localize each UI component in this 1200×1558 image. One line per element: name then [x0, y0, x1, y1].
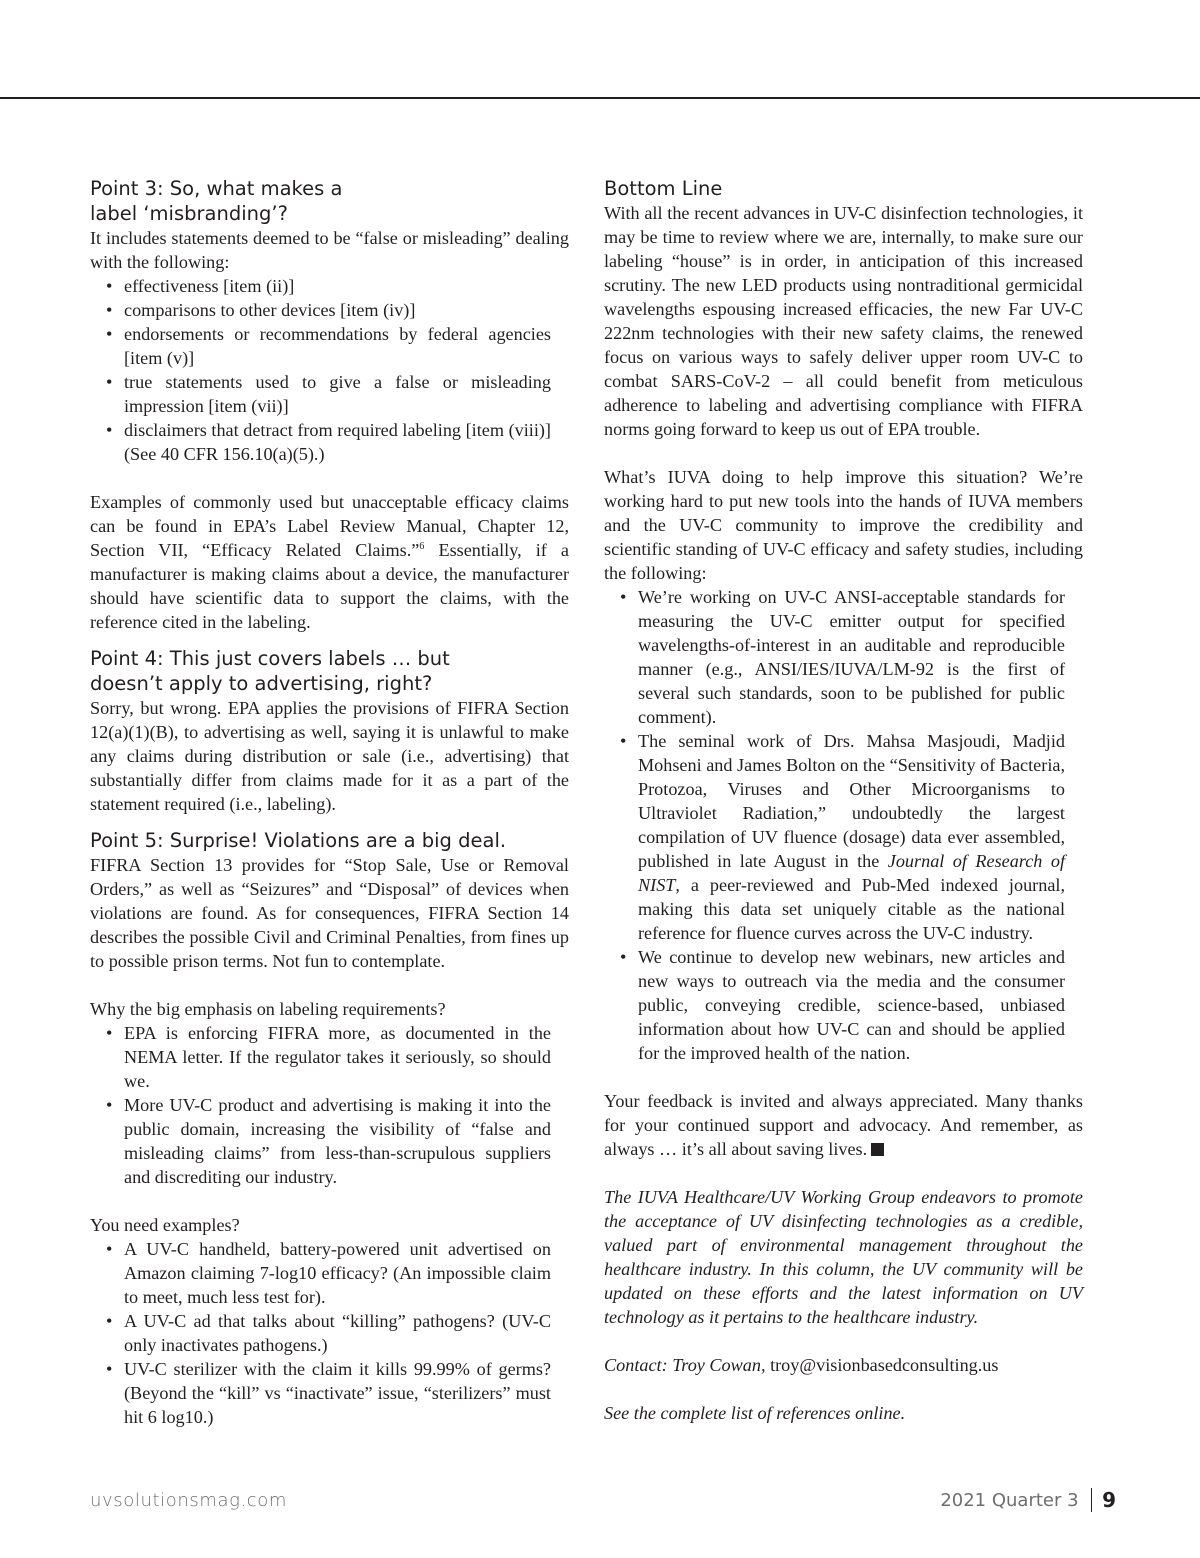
list-item-text: A UV-C handheld, battery-powered unit advertised on Amazon claiming 7-log10 efficacy? (An impossible claim to meet, much less test for).	[124, 1239, 551, 1307]
bottom-line-heading: Bottom Line	[604, 177, 723, 200]
list-item-text: effectiveness [item (ii)]	[124, 276, 295, 296]
bullet-icon: •	[106, 324, 113, 344]
list-item	[106, 370, 551, 418]
point4-heading-line2: doesn’t apply to advertising, right?	[90, 672, 433, 695]
bullet-icon: •	[620, 587, 627, 607]
list-item	[620, 945, 1065, 1065]
list-item-text: endorsements or recommendations by federal agencies [item (v)]	[124, 324, 551, 368]
list-item	[106, 1357, 551, 1429]
contact-line	[604, 1353, 1083, 1377]
bullet-icon: •	[106, 1023, 113, 1043]
page-number: 9	[1102, 1488, 1116, 1512]
references-note: See the complete list of references online.	[604, 1403, 906, 1423]
examples-list	[90, 1237, 569, 1429]
list-item-text: disclaimers that detract from required labeling [item (viii)] (See 40 CFR 156.10(a)(5).)	[124, 420, 551, 464]
list-item-text: EPA is enforcing FIFRA more, as documented in the NEMA letter. If the regulator takes it seriously, so should we.	[124, 1023, 551, 1091]
issue-label: 2021 Quarter 3	[940, 1489, 1079, 1511]
examples-intro: You need examples?	[90, 1215, 240, 1235]
point5-paragraph: FIFRA Section 13 provides for “Stop Sale, Use or Removal Orders,” as well as “Seizures” and “Disposal” of devices when violations are found. As for consequences, FIFRA Section 14 describes the possible Civil and Criminal Penalties, from fines up to possible prison terms. Not fun to contemplate.	[90, 855, 569, 971]
point3-heading-line2: label ‘misbranding’?	[90, 202, 288, 225]
list-item	[620, 729, 1065, 945]
list-item	[106, 1093, 551, 1189]
list-item	[106, 298, 551, 322]
examples-text-a: Examples of commonly used but unacceptable efficacy claims can be found in EPA’s Label Review Manual, Chapter 12, Section VII, “Efficacy Related Claims.”	[90, 492, 569, 560]
bottom-line-paragraph: With all the recent advances in UV-C disinfection technologies, it may be time to review where we are, internally, to make sure our labeling “house” is in order, in anticipation of this increased scrutiny. The new LED products using nontraditional germicidal wavelengths espousing increased efficacies, the new Far UV-C 222nm technologies with their new safety claims, the renewed focus on various ways to safely deliver upper room UV-C to combat SARS-CoV-2 – all could benefit from meticulous adherence to labeling and advertising compliance with FIFRA norms going forward to keep us out of EPA trouble.	[604, 203, 1083, 439]
iuva-intro: What’s IUVA doing to help improve this situation? We’re working hard to put new tools into the hands of IUVA members and the UV-C community to improve the credibility and scientific standing of UV-C efficacy and safety studies, including the following:	[604, 467, 1083, 583]
why-list	[90, 1021, 569, 1189]
point3-heading-line1: Point 3: So, what makes a	[90, 177, 343, 200]
list-item	[106, 1021, 551, 1093]
examples-text-b: Essentially, if a manufacturer is making claims about a device, the manufacturer should have scientific data to support the claims, with the reference cited in the labeling.	[90, 540, 569, 632]
footer-separator	[1091, 1488, 1093, 1512]
iuva-list	[604, 585, 1083, 1065]
bullet-icon: •	[106, 1095, 113, 1115]
bullet-icon: •	[106, 1239, 113, 1259]
journal-title: Journal of Research of NIST	[638, 851, 1065, 895]
contact-label: Contact: Troy Cowan,	[604, 1355, 766, 1375]
list-item-text: The seminal work of Drs. Mahsa Masjoudi, Madjid Mohseni and James Bolton on the “Sensitivity of Bacteria, Protozoa, Viruses and Other Microorganisms to Ultraviolet Radiation,” undoubtedly the largest compilation of UV fluence (dosage) data ever assembled, published in late August in the	[638, 731, 1065, 871]
right-column	[604, 176, 1083, 1425]
bullet-icon: •	[106, 1311, 113, 1331]
point3-list	[90, 274, 569, 466]
list-item-text: We’re working on UV-C ANSI-acceptable standards for measuring the UV-C emitter output for specified wavelengths-of-interest in an auditable and reproducible manner (e.g., ANSI/IES/IUVA/LM-92 is the first of several such standards, soon to be published for public comment).	[638, 587, 1065, 727]
list-item-text: true statements used to give a false or misleading impression [item (vii)]	[124, 372, 551, 416]
point4-heading-line1: Point 4: This just covers labels … but	[90, 647, 450, 670]
list-item	[106, 418, 551, 466]
list-item-text: , a peer-reviewed and Pub-Med indexed journal, making this data set uniquely citable as the national reference for fluence curves across the UV-C industry.	[638, 875, 1065, 943]
point3-heading	[90, 176, 569, 226]
list-item-text: comparisons to other devices [item (iv)]	[124, 300, 416, 320]
end-mark-icon	[871, 1143, 884, 1156]
list-item-text: UV-C sterilizer with the claim it kills 99.99% of germs? (Beyond the “kill” vs “inactivate” issue, “sterilizers” must hit 6 log10.)	[124, 1359, 551, 1427]
point4-heading	[90, 646, 569, 696]
left-column	[90, 176, 569, 1429]
footnote-ref: 6	[419, 540, 425, 552]
list-item	[106, 1309, 551, 1357]
feedback-paragraph	[604, 1089, 1083, 1161]
point4-paragraph: Sorry, but wrong. EPA applies the provisions of FIFRA Section 12(a)(1)(B), to advertising as well, saying it is unlawful to make any claims during distribution or sale (i.e., advertising) that substantially differ from claims made for it as a part of the statement required (i.e., labeling).	[90, 698, 569, 814]
bullet-icon: •	[106, 420, 113, 440]
bullet-icon: •	[620, 947, 627, 967]
examples-paragraph	[90, 490, 569, 634]
footer-website: uvsolutionsmag.com	[90, 1490, 288, 1511]
bullet-icon: •	[106, 276, 113, 296]
top-rule	[0, 97, 1200, 99]
list-item	[106, 274, 551, 298]
list-item-text: We continue to develop new webinars, new articles and new ways to outreach via the media and the consumer public, conveying credible, science-based, unbiased information about how UV-C can and should be applied for the improved health of the nation.	[638, 947, 1065, 1063]
point3-intro: It includes statements deemed to be “false or misleading” dealing with the following:	[90, 228, 569, 272]
about-paragraph: The IUVA Healthcare/UV Working Group endeavors to promote the acceptance of UV disinfecting technologies as a credible, valued part of environmental management throughout the healthcare industry. In this column, the UV community will be updated on these efforts and the latest information on UV technology as it pertains to the healthcare industry.	[604, 1187, 1083, 1327]
point5-heading: Point 5: Surprise! Violations are a big deal.	[90, 829, 507, 852]
why-intro: Why the big emphasis on labeling requirements?	[90, 999, 446, 1019]
bullet-icon: •	[620, 731, 627, 751]
list-item-text: A UV-C ad that talks about “killing” pathogens? (UV-C only inactivates pathogens.)	[124, 1311, 551, 1355]
list-item	[620, 585, 1065, 729]
bullet-icon: •	[106, 372, 113, 392]
feedback-text: Your feedback is invited and always appreciated. Many thanks for your continued support and advocacy. And remember, as always … it’s all about saving lives.	[604, 1091, 1083, 1159]
list-item-text: More UV-C product and advertising is making it into the public domain, increasing the visibility of “false and misleading claims” from less-than-scrupulous suppliers and discrediting our industry.	[124, 1095, 551, 1187]
list-item	[106, 322, 551, 370]
bullet-icon: •	[106, 300, 113, 320]
bullet-icon: •	[106, 1359, 113, 1379]
footer-issue	[940, 1488, 1116, 1512]
contact-email: troy@visionbasedconsulting.us	[770, 1355, 999, 1375]
list-item	[106, 1237, 551, 1309]
